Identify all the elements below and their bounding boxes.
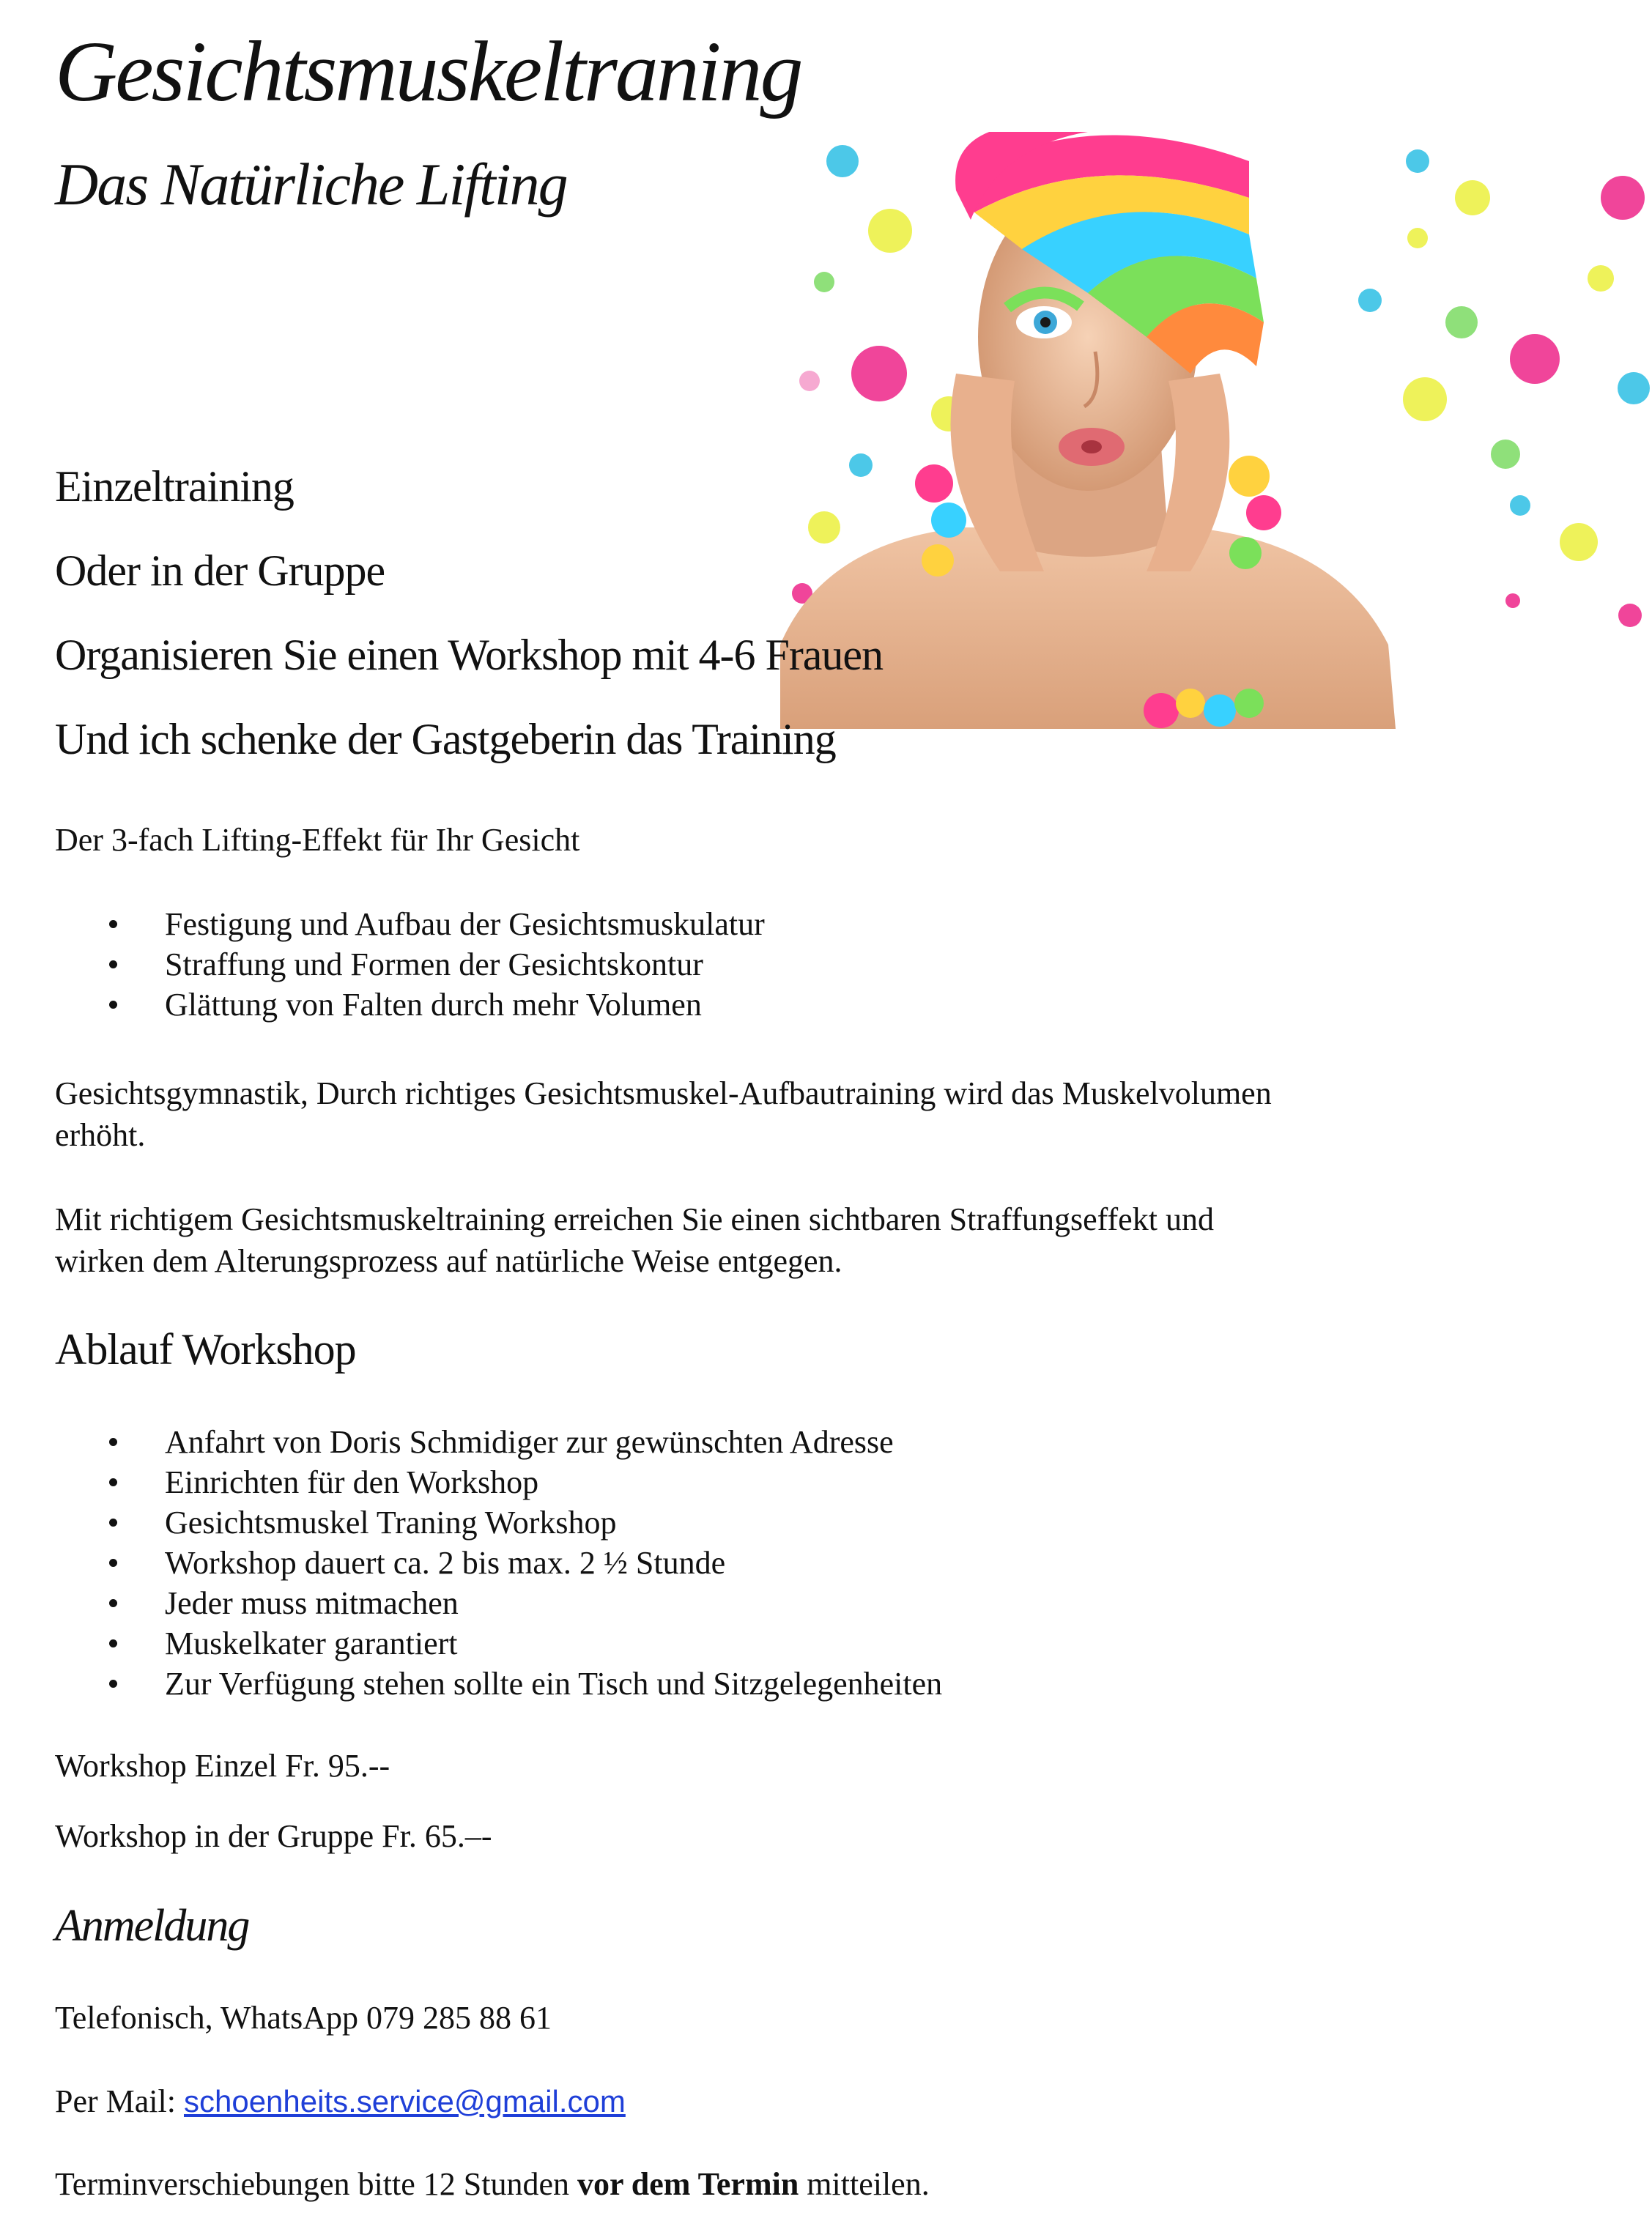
offer-line-single: Einzeltraining	[55, 462, 294, 511]
bullet-icon	[109, 1599, 117, 1607]
bullet-icon	[109, 1478, 117, 1486]
list-item: Festigung und Aufbau der Gesichtsmuskulatur	[55, 904, 765, 944]
bullet-icon	[109, 1559, 117, 1567]
list-item: Muskelkater garantiert	[55, 1623, 942, 1664]
bullet-icon	[109, 1438, 117, 1446]
list-item: Gesichtsmuskel Traning Workshop	[55, 1502, 942, 1543]
bullet-icon	[109, 920, 117, 928]
list-item: Zur Verfügung stehen sollte ein Tisch und Sitzgelegenheiten	[55, 1664, 942, 1704]
list-item: Jeder muss mitmachen	[55, 1583, 942, 1623]
page-subtitle: Das Natürliche Lifting	[55, 151, 567, 218]
reschedule-notice: Terminverschiebungen bitte 12 Stunden vor dem Termin mitteilen.	[55, 2166, 930, 2202]
list-item: Glättung von Falten durch mehr Volumen	[55, 985, 765, 1025]
bullet-icon	[109, 1639, 117, 1647]
list-item: Straffung und Formen der Gesichtskontur	[55, 944, 765, 985]
bullet-icon	[109, 960, 117, 968]
email-link[interactable]: schoenheits.service@gmail.com	[183, 2084, 626, 2119]
workshop-heading: Ablauf Workshop	[55, 1325, 356, 1374]
registration-heading: Anmeldung	[55, 1901, 249, 1951]
paragraph-gymnastics: Gesichtsgymnastik, Durch richtiges Gesichtsmuskel-Aufbautraining wird das Muskelvolumen erhöht.	[55, 1075, 1272, 1153]
page-title: Gesichtsmuskeltraning	[55, 23, 801, 119]
hero-illustration	[780, 132, 1652, 729]
bullet-icon	[109, 1519, 117, 1527]
contact-mail: Per Mail: schoenheits.service@gmail.com	[55, 2083, 626, 2119]
offer-line-group: Oder in der Gruppe	[55, 546, 385, 595]
offer-line-host: Und ich schenke der Gastgeberin das Training	[55, 715, 836, 763]
contact-phone: Telefonisch, WhatsApp 079 285 88 61	[55, 2000, 552, 2036]
bullet-icon	[109, 1001, 117, 1009]
hero-image	[780, 132, 1652, 729]
price-single: Workshop Einzel Fr. 95.--	[55, 1748, 390, 1784]
list-item: Anfahrt von Doris Schmidiger zur gewünschten Adresse	[55, 1422, 942, 1462]
workshop-steps-list	[55, 1422, 942, 1704]
bullet-icon	[109, 1680, 117, 1688]
price-group: Workshop in der Gruppe Fr. 65.–-	[55, 1818, 492, 1854]
intro-text: Der 3-fach Lifting-Effekt für Ihr Gesicht	[55, 822, 580, 858]
paragraph-effect: Mit richtigem Gesichtsmuskeltraining erreichen Sie einen sichtbaren Straffungseffekt und wirken dem Alterungsprozess auf natürliche Weise entgegen.	[55, 1201, 1214, 1279]
list-item: Einrichten für den Workshop	[55, 1462, 942, 1502]
offer-line-workshop: Organisieren Sie einen Workshop mit 4-6 Frauen	[55, 631, 884, 679]
effects-list	[55, 904, 765, 1025]
list-item: Workshop dauert ca. 2 bis max. 2 ½ Stunde	[55, 1543, 942, 1583]
